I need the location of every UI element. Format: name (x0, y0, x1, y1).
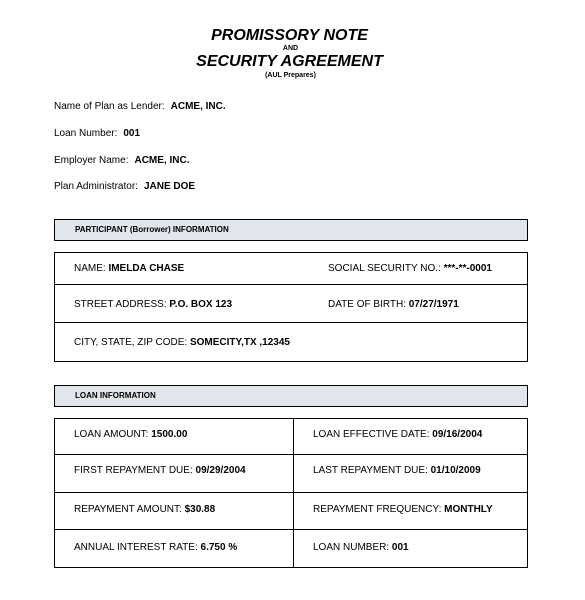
participant-section-heading: PARTICIPANT (Borrower) INFORMATION (54, 219, 528, 241)
loan-amount-value: 1500.00 (151, 429, 188, 440)
divider (55, 492, 527, 493)
employer-name-line (54, 155, 189, 166)
dob-label: DATE OF BIRTH: (328, 299, 406, 310)
first-repayment-label: FIRST REPAYMENT DUE: (74, 465, 193, 476)
divider (55, 454, 527, 455)
plan-administrator-line (54, 181, 195, 192)
street-value: P.O. BOX 123 (169, 299, 233, 310)
plan-lender-value: ACME, INC. (170, 101, 226, 112)
ssn-label: SOCIAL SECURITY NO.: (328, 263, 441, 274)
loan-number-label: Loan Number: (54, 128, 118, 139)
plan-administrator-value: JANE DOE (143, 181, 196, 192)
interest-rate-value: 6.750 % (200, 542, 238, 553)
title-subtitle: (AUL Prepares) (265, 72, 316, 79)
repayment-amount-label: REPAYMENT AMOUNT: (74, 504, 182, 515)
employer-name-label: Employer Name: (54, 155, 129, 166)
repayment-frequency-label: REPAYMENT FREQUENCY: (313, 504, 442, 515)
city-label: CITY, STATE, ZIP CODE: (74, 337, 188, 348)
loan-amount-label: LOAN AMOUNT: (74, 429, 149, 440)
title-line-1: PROMISSORY NOTE (211, 27, 368, 44)
title-and: AND (282, 45, 299, 52)
title-line-2: SECURITY AGREEMENT (196, 53, 383, 70)
repayment-frequency-value: MONTHLY (444, 504, 493, 515)
street-label: STREET ADDRESS: (74, 299, 167, 310)
repayment-amount-value: $30.88 (184, 504, 216, 515)
divider (55, 322, 527, 323)
name-value: IMELDA CHASE (108, 263, 185, 274)
divider (55, 529, 527, 530)
column-divider (293, 419, 294, 567)
plan-lender-label: Name of Plan as Lender: (54, 101, 165, 112)
name-label: NAME: (74, 263, 106, 274)
plan-administrator-label: Plan Administrator: (54, 181, 138, 192)
effective-date-value: 09/16/2004 (432, 429, 483, 440)
effective-date-label: LOAN EFFECTIVE DATE: (313, 429, 430, 440)
loan-section-heading: LOAN INFORMATION (54, 385, 528, 407)
last-repayment-label: LAST REPAYMENT DUE: (313, 465, 428, 476)
loan-number-value: 001 (123, 128, 141, 139)
document-title (0, 27, 585, 80)
loan-number-line (54, 128, 140, 139)
city-value: SOMECITY,TX ,12345 (189, 337, 290, 348)
dob-value: 07/27/1971 (408, 299, 459, 310)
divider (55, 284, 527, 285)
loan-info-box (54, 418, 528, 568)
last-repayment-value: 01/10/2009 (430, 465, 481, 476)
first-repayment-value: 09/29/2004 (195, 465, 246, 476)
employer-name-value: ACME, INC. (134, 155, 190, 166)
plan-lender-line (54, 101, 226, 112)
ssn-value: ***-**-0001 (443, 263, 492, 274)
loan-number-box-label: LOAN NUMBER: (313, 542, 390, 553)
interest-rate-label: ANNUAL INTEREST RATE: (74, 542, 198, 553)
loan-number-box-value: 001 (391, 542, 409, 553)
participant-info-box (54, 252, 528, 362)
